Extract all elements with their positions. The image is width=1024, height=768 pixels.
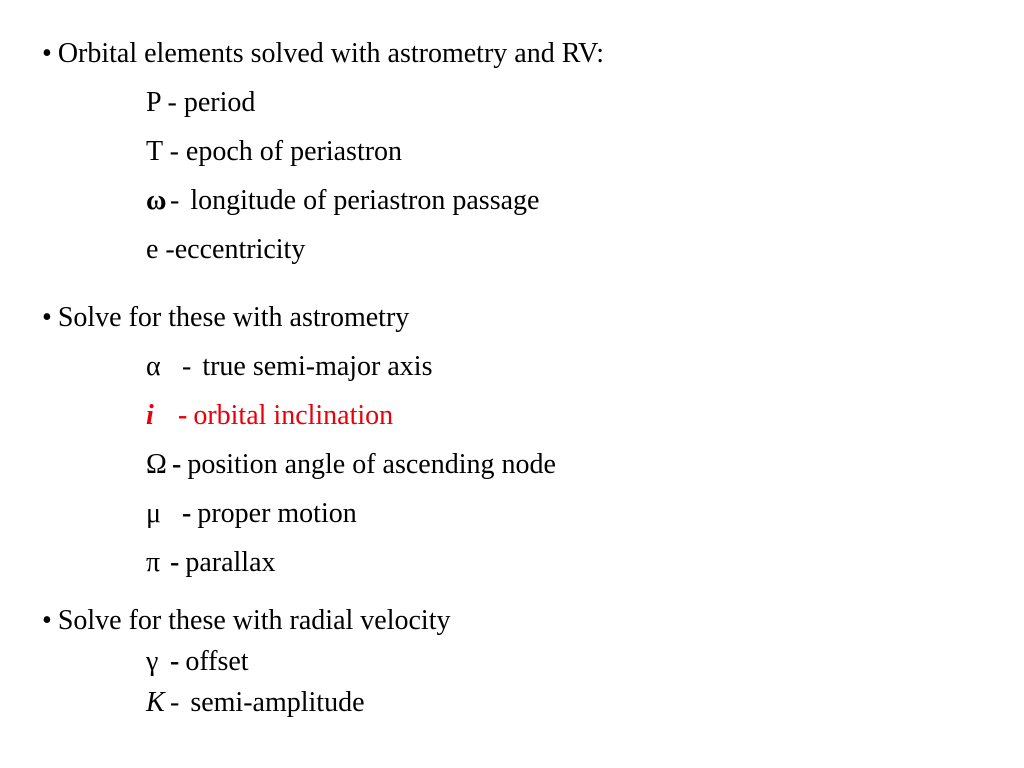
item-ascending-node	[146, 449, 556, 481]
item-eccentricity	[146, 234, 305, 266]
item-text: proper motion	[197, 498, 357, 529]
item-text: longitude of periastron passage	[190, 185, 540, 216]
item-label: P - period	[146, 87, 256, 118]
alpha-symbol: α	[146, 351, 161, 382]
heading-text: Solve for these with astrometry	[57, 302, 410, 333]
item-dash: -	[170, 547, 180, 578]
bullet-icon: •	[42, 38, 52, 69]
item-dash: -	[170, 646, 180, 677]
i-symbol: i	[146, 400, 154, 431]
item-text: position angle of ascending node	[187, 449, 556, 480]
item-text: orbital inclination	[193, 400, 394, 431]
omega-symbol: ω	[146, 185, 167, 216]
heading-text: Orbital elements solved with astrometry and RV:	[57, 38, 605, 69]
gamma-symbol: γ	[146, 646, 159, 677]
k-symbol: K	[146, 687, 165, 718]
item-text: semi-amplitude	[190, 687, 365, 718]
item-dash: -	[182, 498, 192, 529]
mu-symbol: μ	[146, 498, 162, 529]
item-semi-major-axis	[146, 351, 432, 383]
item-epoch-of-periastron	[146, 136, 402, 168]
pi-symbol: π	[146, 547, 161, 578]
bullet-icon: •	[42, 302, 52, 333]
item-semi-amplitude	[146, 687, 365, 719]
item-proper-motion	[146, 498, 357, 530]
item-text: parallax	[185, 547, 276, 578]
capital-omega-symbol: Ω	[146, 449, 167, 480]
item-dash: -	[172, 449, 182, 480]
item-text: offset	[185, 646, 249, 677]
section-heading-astrometry	[42, 302, 409, 334]
item-orbital-inclination	[146, 400, 393, 432]
bullet-icon: •	[42, 605, 52, 636]
item-dash: -	[170, 185, 180, 216]
section-heading-orbital-elements	[42, 38, 604, 70]
item-dash: -	[178, 400, 188, 431]
item-text: true semi-major axis	[202, 351, 433, 382]
item-period	[146, 87, 255, 119]
item-parallax	[146, 547, 276, 579]
heading-text: Solve for these with radial velocity	[57, 605, 451, 636]
item-dash: -	[182, 351, 192, 382]
item-dash: -	[170, 687, 180, 718]
item-offset	[146, 646, 249, 678]
item-label: e -eccentricity	[146, 234, 306, 265]
section-heading-radial-velocity	[42, 605, 450, 637]
item-label: T - epoch of periastron	[146, 136, 403, 167]
item-longitude-of-periastron	[146, 185, 539, 217]
